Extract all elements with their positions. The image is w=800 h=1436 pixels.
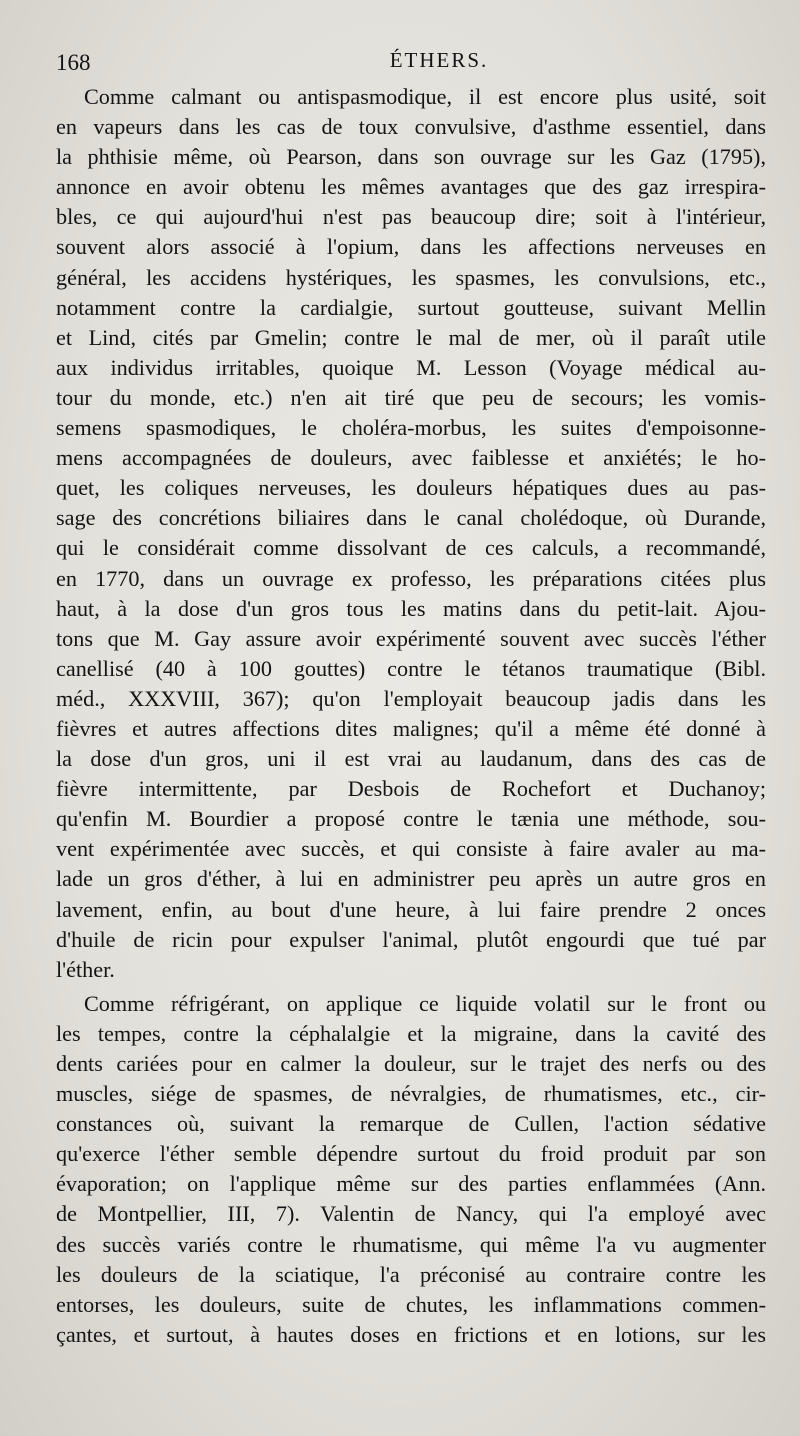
text-line: des succès variés contre le rhumatisme, qui même l'a vu augmenter	[56, 1231, 766, 1257]
text-line: çantes, et surtout, à hautes doses en frictions et en lotions, sur les	[56, 1321, 766, 1347]
text-line: et Lind, cités par Gmelin; contre le mal de mer, où il paraît utile	[56, 324, 766, 350]
text-line: les douleurs de la sciatique, l'a préconisé au contraire contre les	[56, 1261, 766, 1287]
text-line: fièvre intermittente, par Desbois de Rochefort et Duchanoy;	[56, 776, 766, 802]
text-line: entorses, les douleurs, suite de chutes, les inflammations commen-	[56, 1291, 766, 1317]
text-line: canellisé (40 à 100 gouttes) contre le tétanos traumatique (Bibl.	[56, 655, 766, 681]
text-line: qui le considérait comme dissolvant de ces calculs, a recommandé,	[56, 535, 766, 561]
text-line: en 1770, dans un ouvrage ex professo, les préparations citées plus	[56, 565, 766, 591]
text-line: l'éther.	[56, 956, 115, 982]
running-head	[56, 44, 766, 82]
page-number: 168	[56, 50, 91, 75]
text-line: semens spasmodiques, le choléra-morbus, les suites d'empoisonne-	[56, 415, 766, 441]
text-line: tons que M. Gay assure avoir expérimenté souvent avec succès l'éther	[56, 625, 766, 651]
text-line: Comme réfrigérant, on applique ce liquide volatil sur le front ou	[84, 990, 766, 1016]
text-line: lade un gros d'éther, à lui en administrer peu après un autre gros en	[56, 866, 766, 892]
text-line: méd., XXXVIII, 367); qu'on l'employait beaucoup jadis dans les	[56, 685, 766, 711]
text-line: vent expérimentée avec succès, et qui consiste à faire avaler au ma-	[56, 836, 766, 862]
text-line: constances où, suivant la remarque de Cullen, l'action sédative	[56, 1111, 766, 1137]
text-line: fièvres et autres affections dites malignes; qu'il a même été donné à	[56, 715, 766, 741]
text-line: Comme calmant ou antispasmodique, il est encore plus usité, soit	[84, 84, 766, 109]
text-line: qu'exerce l'éther semble dépendre surtout du froid produit par son	[56, 1141, 766, 1167]
text-line: annonce en avoir obtenu les mêmes avantages que des gaz irrespira-	[56, 174, 766, 200]
text-line: lavement, enfin, au bout d'une heure, à lui faire prendre 2 onces	[56, 896, 766, 922]
text-line: quet, les coliques nerveuses, les douleurs hépatiques dues au pas-	[56, 475, 766, 501]
text-line: la phthisie même, où Pearson, dans son ouvrage sur les Gaz (1795),	[56, 144, 766, 170]
text-line: la dose d'un gros, uni il est vrai au laudanum, dans des cas de	[56, 746, 766, 772]
text-line: qu'enfin M. Bourdier a proposé contre le tænia une méthode, sou-	[56, 806, 766, 832]
text-line: souvent alors associé à l'opium, dans les affections nerveuses en	[56, 234, 766, 260]
paragraph-refrigerant	[56, 989, 766, 1350]
text-line: en vapeurs dans les cas de toux convulsive, d'asthme essentiel, dans	[56, 114, 766, 140]
text-line: bles, ce qui aujourd'hui n'est pas beaucoup dire; soit à l'intérieur,	[56, 204, 766, 230]
text-line: d'huile de ricin pour expulser l'animal, plutôt engourdi que tué par	[56, 926, 766, 952]
text-line: de Montpellier, III, 7). Valentin de Nancy, qui l'a employé avec	[56, 1201, 766, 1227]
running-title: ÉTHERS.	[389, 48, 489, 72]
text-line: dents cariées pour en calmer la douleur, sur le trajet des nerfs ou des	[56, 1051, 766, 1076]
text-line: les tempes, contre la céphalalgie et la migraine, dans la cavité des	[56, 1020, 766, 1046]
text-line: haut, à la dose d'un gros tous les matins dans du petit-lait. Ajou-	[56, 595, 766, 621]
text-line: évaporation; on l'applique même sur des parties enflammées (Ann.	[56, 1171, 766, 1197]
text-line: notamment contre la cardialgie, surtout goutteuse, suivant Mellin	[56, 294, 766, 320]
text-line: mens accompagnées de douleurs, avec faiblesse et anxiétés; le ho-	[56, 445, 766, 471]
text-line: muscles, siége de spasmes, de névralgies, de rhumatismes, etc., cir-	[56, 1081, 766, 1107]
text-line: aux individus irritables, quoique M. Lesson (Voyage médical au-	[56, 354, 766, 380]
text-line: sage des concrétions biliaires dans le canal cholédoque, où Durande,	[56, 505, 766, 531]
text-line: général, les accidens hystériques, les spasmes, les convulsions, etc.,	[56, 264, 766, 290]
text-line: tour du monde, etc.) n'en ait tiré que peu de secours; les vomis-	[56, 384, 766, 410]
paragraph-calmant	[56, 82, 766, 985]
body-text	[56, 82, 766, 1350]
